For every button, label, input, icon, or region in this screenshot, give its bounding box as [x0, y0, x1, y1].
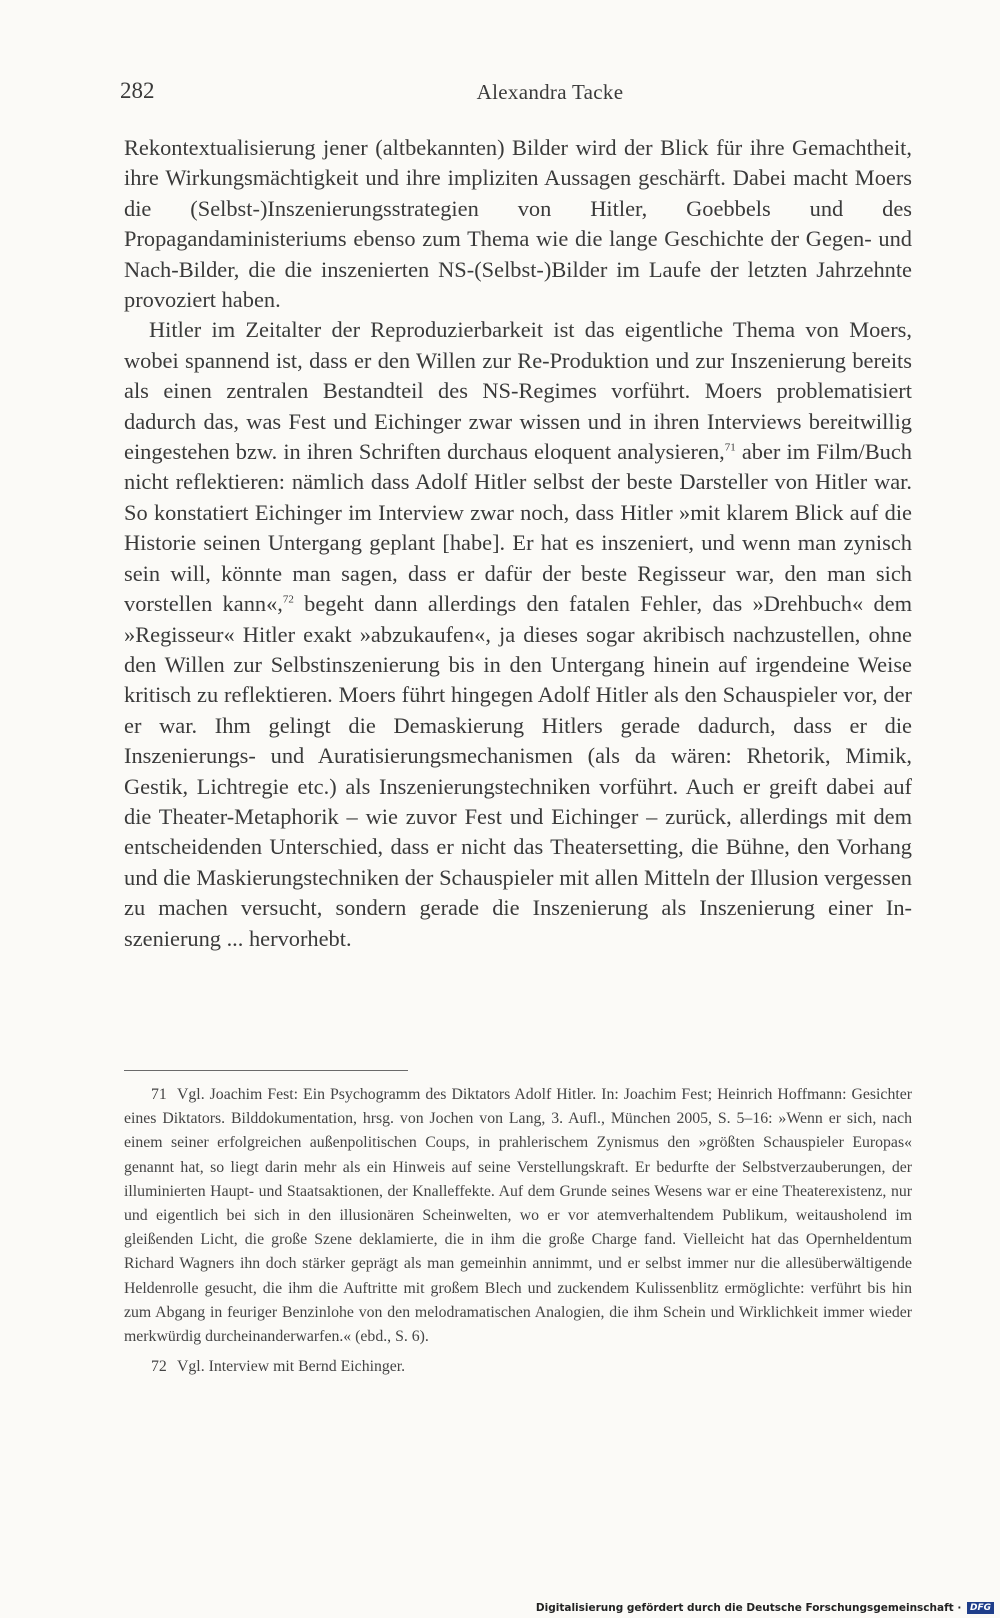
paragraph-2-part-b: aber im Film/Buch nicht reflektieren: nämlich dass Adolf Hitler selbst der beste Darsteller von Hitler war. So konstatiert Eichinger im Interview zwar noch, dass Hitler »mit klarem Blick auf die Historie seinen Untergang geplant [habe]. Er hat es inszeniert, und wenn man zynisch sein will, könnte man sagen, dass er dafür der beste Regisseur war, den man sich vorstellen kann«,: [124, 439, 912, 617]
footnote-number: 71: [151, 1086, 167, 1103]
footnote-72: [124, 1355, 912, 1379]
body-text: [124, 133, 912, 954]
paragraph-2-part-a: Hitler im Zeitalter der Reproduzierbarkeit ist das eigentliche Thema von Moers, wobei spannend ist, dass er den Willen zur Re-Produktion und zur Inszenierung bereits als einen zentralen Bestandteil des NS-Regimes vorführt. Moers problematisiert dadurch das, was Fest und Eichinger zwar wissen und in ihren Interviews bereitwillig eingestehen bzw. in ihren Schriften durchaus eloquent analysieren,: [124, 317, 912, 465]
paragraph-2: [124, 315, 912, 954]
paragraph-1: Rekontextualisierung jener (altbekannten) Bilder wird der Blick für ihre Gemachtheit, ihre Wirkungsmächtigkeit und ihre impliziten Aussagen geschärft. Dabei macht Moers die (Selbst-)Inszenierungsstrategien von Hitler, Goebbels und des Propagandaministeriums ebenso zum Thema wie die lange Geschichte der Gegen- und Nach-Bilder, die die inszenierten NS-(Selbst-)Bilder im Laufe der letzten Jahrzehnte provoziert haben.: [124, 135, 912, 313]
footnote-ref-72[interactable]: 72: [282, 593, 294, 606]
footnote-71: [124, 1083, 912, 1349]
footnote-text: Vgl. Interview mit Bernd Eichinger.: [177, 1358, 406, 1376]
page-header: [120, 78, 910, 110]
footnote-divider: [124, 1070, 408, 1071]
footnote-number: 72: [151, 1358, 167, 1376]
funding-banner-text: Digitalisierung gefördert durch die Deutsche Forschungsgemeinschaft ·: [535, 1602, 962, 1614]
running-head: Alexandra Tacke: [476, 80, 624, 104]
paragraph-2-part-c: begeht dann allerdings den fatalen Fehler, das »Drehbuch« dem »Regisseur« Hitler exakt »abzukaufen«, ja dieses sogar akribisch nachzustellen, ohne den Willen zur Selbstinszenierung bis in den Untergang hinein auf irgendeine Weise kritisch zu reflektieren. Moers führt hingegen Adolf Hitler als den Schauspieler vor, der er war. Ihm gelingt die Demaskierung Hitlers gerade dadurch, dass er die Inszenierungs- und Auratisierungsmechanismen (als da wären: Rhetorik, Mimik, Gestik, Lichtregie etc.) als Inszenierungstechniken vorführt. Auch er greift dabei auf die Theater-Metaphorik – wie zuvor Fest und Eichinger – zurück, allerdings mit dem entscheidenden Unterschied, dass er nicht das Theatersetting, die Bühne, den Vorhang und die Maskierungstechniken der Schauspieler mit allen Mitteln der Illusion vergessen zu machen versucht, sondern gerade die Inszenierung als Inszenierung einer Inszenierung ... hervorhebt.: [124, 591, 912, 951]
footnotes: [124, 1083, 912, 1385]
footnote-ref-71[interactable]: 71: [724, 441, 736, 454]
funding-banner: [536, 1602, 994, 1614]
dfg-logo-icon: DFG: [967, 1602, 994, 1614]
footnote-text: Vgl. Joachim Fest: Ein Psychogramm des Diktators Adolf Hitler. In: Joachim Fest; Heinrich Hoffmann: Gesichter eines Diktators. Bilddokumentation, hrsg. von Jochen von Lang, 3. Aufl., München 2005, S. 5–16: »Wenn er sich, nach einem seiner erfolgreichen außenpolitischen Coups, in prahlerischem Zynismus den »größten Schauspieler Europas« genannt hat, so liegt darin mehr als ein Hinweis auf seine Verstellungskraft. Er bedurfte der Selbstverzauberungen, der illuminierten Haupt- und Staatsaktionen, der Knalleffekte. Auf dem Grunde seines Wesens war er eine Theaterexistenz, nur und eigentlich bei sich in den illusionären Scheinwelten, wo er vor atemverhaltendem Publikum, weitausholend im gleißenden Licht, die große Szene deklamierte, die in ihm die große Charge fand. Vielleicht hat das Opernheldentum Richard Wagners ihn doch stärker geprägt als man gemeinhin annimmt, und er selbst immer nur die allesüberwältigende Heldenrolle gesucht, die ihm die Auftritte mit großem Blech und zuckendem Kulissenblitz ermöglichte: verführt bis hin zum Abgang in feuriger Benzinlohe von den melodramatischen Analogien, die ihm Schein und Wirklichkeit immer wieder merkwürdig durcheinanderwarfen.« (ebd., S. 6).: [124, 1086, 912, 1346]
page-number: 282: [120, 78, 155, 103]
